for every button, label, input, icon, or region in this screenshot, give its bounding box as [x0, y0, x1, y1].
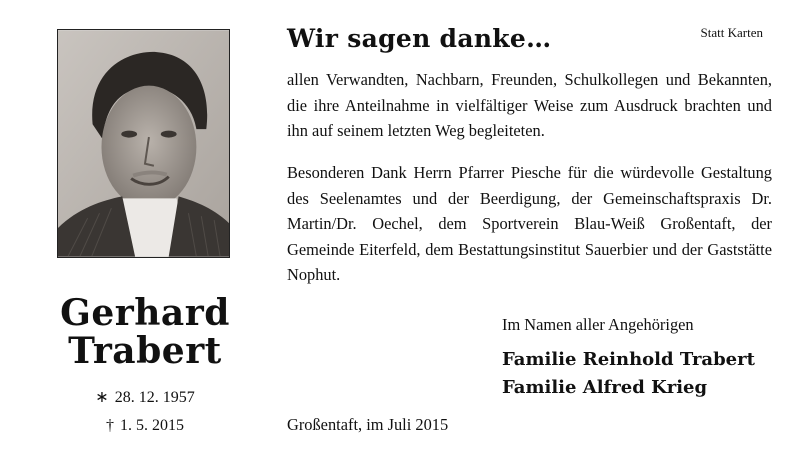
notice-heading: Wir sagen danke…: [287, 24, 552, 53]
closing-line: Im Namen aller Angehörigen: [502, 315, 694, 334]
family-name: Familie Reinhold Trabert: [502, 349, 755, 370]
birth-symbol: ∗: [95, 389, 109, 406]
deceased-name: [30, 294, 260, 370]
statt-karten-label: Statt Karten: [700, 25, 763, 40]
death-date-row: [30, 412, 260, 440]
last-name: Trabert: [68, 330, 222, 372]
thanks-paragraph: allen Verwandten, Nachbarn, Freunden, Schulkollegen und Bekannten, die ihre Anteilnahme in vielfältiger Weise zum Ausdruck brachten und ihn auf seinem letzten Weg begleiteten.: [287, 70, 772, 140]
birth-date: 28. 12. 1957: [114, 389, 195, 406]
first-name: Gerhard: [60, 292, 230, 334]
family-name: Familie Alfred Krieg: [502, 377, 708, 398]
death-date: 1. 5. 2015: [120, 417, 184, 434]
life-dates: [30, 384, 260, 440]
special-thanks-paragraph: Besonderen Dank Herrn Pfarrer Piesche für die würdevolle Gestaltung des Seelenamtes und der Beerdigung, der Gemeinschaftspraxis Dr. Martin/Dr. Oechel, dem Sportverein Blau-Weiß Großentaft, der Gemeinde Eiterfeld, dem Bestattungsinstitut Sauerbier und der Gaststätte Nophut.: [287, 163, 772, 284]
portrait-photo: [57, 29, 230, 258]
death-cross-symbol: †: [106, 417, 114, 434]
place-date: Großentaft, im Juli 2015: [287, 415, 449, 434]
birth-date-row: [30, 384, 260, 412]
